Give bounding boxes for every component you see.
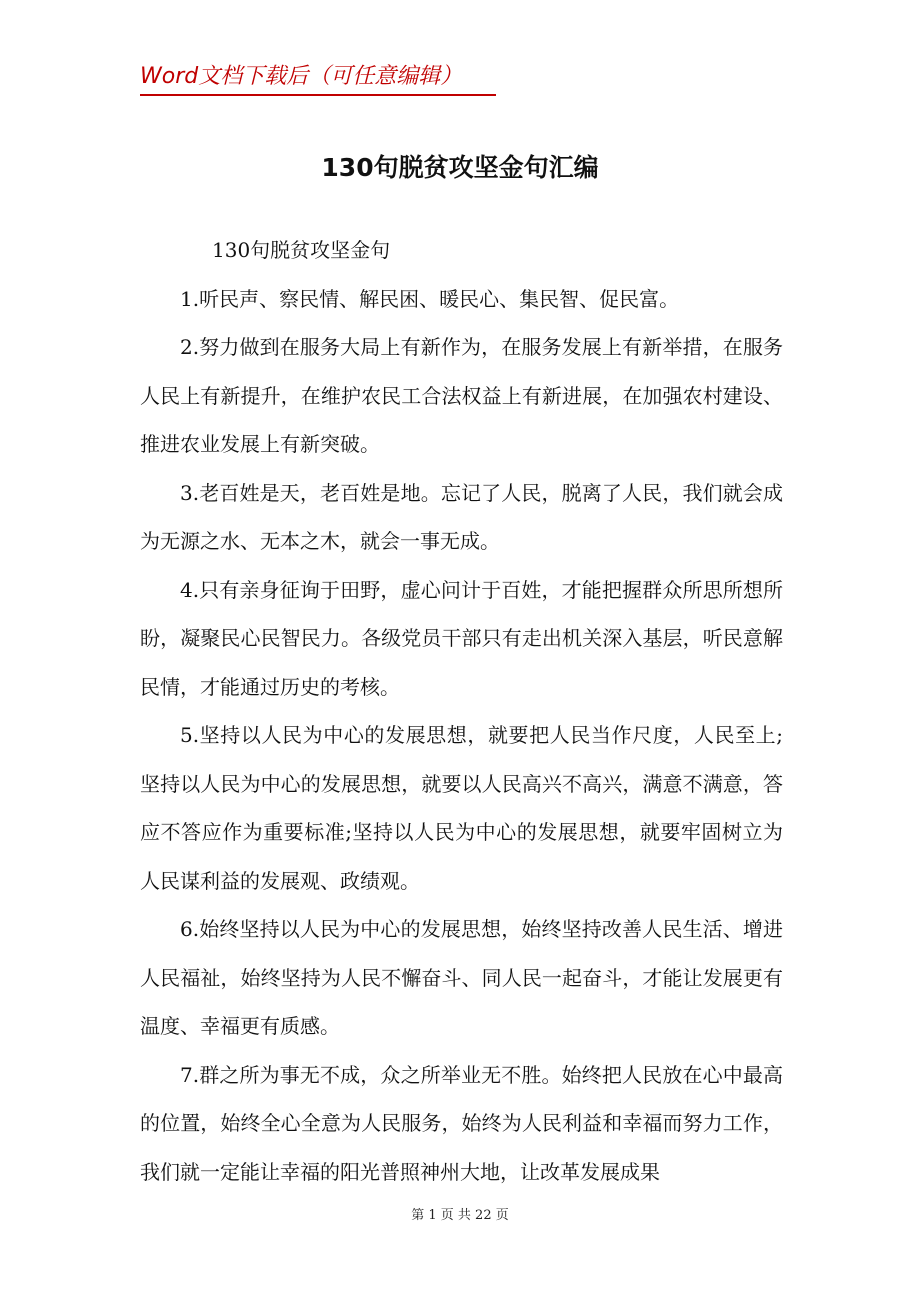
page-footer: 第 1 页 共 22 页 xyxy=(411,1208,509,1223)
paragraph-3: 3.老百姓是天，老百姓是地。忘记了人民，脱离了人民，我们就会成为无源之水、无本之木，就会一事无成。 xyxy=(140,480,783,553)
paragraph-7: 7.群之所为事无不成，众之所举业无不胜。始终把人民放在心中最高的位置，始终全心全意为人民服务，始终为人民利益和幸福而努力工作，我们就一定能让幸福的阳光普照神州大地，让改革发展成果 xyxy=(140,1062,783,1184)
header-underline xyxy=(140,94,496,96)
paragraph-2: 2.努力做到在服务大局上有新作为，在服务发展上有新举措，在服务人民上有新提升，在维护农民工合法权益上有新进展，在加强农村建设、推进农业发展上有新突破。 xyxy=(140,335,783,456)
paragraph-6: 6.始终坚持以人民为中心的发展思想，始终坚持改善人民生活、增进人民福祉，始终坚持为人民不懈奋斗、同人民一起奋斗，才能让发展更有温度、幸福更有质感。 xyxy=(140,917,783,1038)
paragraph-5: 5.坚持以人民为中心的发展思想，就要把人民当作尺度，人民至上;坚持以人民为中心的发展思想，就要以人民高兴不高兴，满意不满意，答应不答应作为重要标准;坚持以人民为中心的发展思想，就要牢固树立为人民谋利益的发展观、政绩观。 xyxy=(140,723,783,893)
paragraph-1: 1.听民声、察民情、解民困、暖民心、集民智、促民富。 xyxy=(180,286,680,311)
paragraph-4: 4.只有亲身征询于田野，虚心问计于百姓，才能把握群众所思所想所盼，凝聚民心民智民力。各级党员干部只有走出机关深入基层，听民意解民情，才能通过历史的考核。 xyxy=(140,577,783,699)
document-title: 130句脱贫攻坚金句汇编 xyxy=(321,153,599,182)
document-body xyxy=(140,226,783,1186)
document-subtitle: 130句脱贫攻坚金句 xyxy=(212,238,391,262)
header-text: Word文档下载后（可任意编辑） xyxy=(140,64,463,89)
page-header xyxy=(140,62,496,98)
